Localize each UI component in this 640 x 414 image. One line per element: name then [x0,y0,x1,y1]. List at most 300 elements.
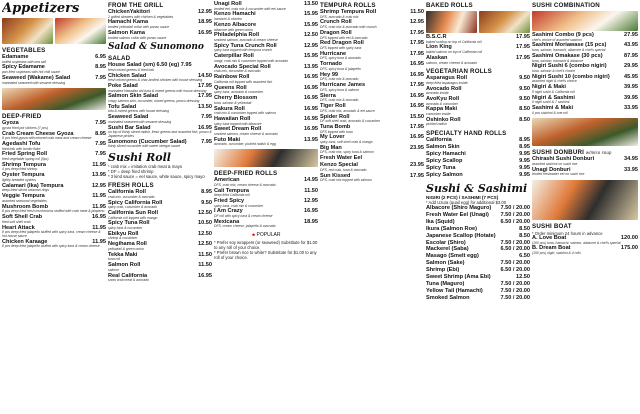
legend-note: * crab mix = imitation crab meat & mayo * DF = deep fried shrimp * 3 kind sauce = eel sauce, white sauce, spicy mayo [108,163,205,180]
menu-item [426,97,530,106]
menu-item-price: 7.50 / 20.00 [500,260,530,267]
menu-item-description: 8 pcs deep fried jalapeño stuffed with spicy tuna & cream cheese [2,244,100,249]
menu-item-price: 16.95 [92,214,106,221]
menu-item-price: 15.50 [410,113,424,120]
menu-item-price: 23.95 [410,162,424,169]
section-title-appetizers: Appetizers [2,1,80,16]
menu-item-price: 12.95 [410,19,424,26]
menu-item-name: Spicy Scallop [426,157,463,164]
menu-item-description: snow crab meat & avocado [108,278,149,283]
menu-item-description: unagi, crab mix & cucumber topped with avocado [214,58,289,63]
menu-item [320,135,424,144]
menu-item [108,115,212,124]
menu-item [426,234,530,240]
menu-item-description: fresh mixed greens & char-broiled chicken with house dressing [108,78,203,83]
menu-item [532,157,638,166]
menu-item-price: 11.95 [92,161,106,168]
food-photo [532,118,638,146]
menu-item [320,156,424,162]
menu-item-description: smoked salmon, cream cheese & avocado [214,132,278,137]
menu-item-description: DF roll with spicy tuna & cream cheese [214,214,273,218]
menu-item-price: 15.95 [304,11,318,18]
menu-item [214,199,318,208]
menu-item [2,226,106,239]
menu-item-description: DFS, cream cheese, jalapeño & avocado [214,224,276,229]
menu-item [214,189,318,198]
menu-item [426,145,530,151]
menu-item-price: 16.95 [304,105,318,112]
menu-item [426,289,530,295]
menu-item [532,64,638,73]
menu-item-name: Chicken Salad [108,72,147,79]
menu-item-description: deep fried asparagus inside [426,80,468,85]
menu-item-description: spicy tuna topped with tempura crunch [214,48,273,53]
menu-item-price: 7.95 [95,140,106,147]
menu-item-description: broiled yellowtail collar with ponzu sauce [108,25,170,30]
menu-item-price: 12.95 [304,42,318,49]
section-heading: SUSHI BOAT [532,222,572,230]
menu-item-description: DFS, red crab, tuna & avocado [320,167,367,172]
menu-item-description: California roll topped with mango [108,215,158,220]
menu-item [2,215,106,224]
menu-item-name: Fresh Water Eel [320,155,363,162]
menu-item-name: Avocado Special Roll [214,63,271,70]
menu-item-description: lightly breaded oysters [2,177,36,182]
menu-item-description: broiled salmon collar with ponzu sauce [108,35,167,40]
menu-item [426,247,530,253]
section-heading: DEEP-FRIED [2,113,42,121]
menu-item [108,190,212,199]
menu-item-description: 8 pcs deep fried fresh mushrooms stuffed with crab meat & jalapeno [2,209,105,214]
menu-item-price: 12.50 [198,209,212,216]
menu-item [2,163,106,172]
menu-item-price: 175.00 [620,245,638,252]
menu-item [214,12,318,21]
menu-item-name: Kenzo Special [320,162,358,169]
column-baked-veg-sushi [426,0,530,414]
menu-item-description: albacore with green onion [214,27,253,32]
menu-item-price: 8.50 [519,116,530,123]
menu-item-price: 16.95 [304,84,318,91]
menu-item-description: DFS, spicy tuna & avocado [320,56,361,61]
menu-item-name: Gyoza [2,120,19,127]
menu-item-description: broiled freshwater eel on sushi rice [532,172,585,177]
menu-item-price: 6.95 [95,54,106,60]
menu-item [320,73,424,82]
menu-item-description: marinated Hawaiian ahi tuna & mixed greens with house dressing [108,88,207,93]
column-appetizers [2,0,106,414]
menu-item-price: 16.95 [304,115,318,122]
menu-item-description: crab mix & cucumber topped with salmon [214,111,276,116]
menu-item-price: 29.95 [624,63,638,70]
menu-item-description: broiled eel, crab mix & cucumber with eel sauce [214,6,286,11]
menu-item-name: Queens Roll [214,84,247,91]
menu-item [532,43,638,52]
menu-item-name: Calamari (Ika) Tempura [2,182,64,189]
menu-item-description: deep fried California roll [214,193,250,198]
menu-item-price: 17.95 [198,82,212,89]
menu-item-price: 16.95 [304,126,318,133]
menu-item-name: Kenzo Albacore [214,21,257,28]
menu-item-description: crab mix, cucumber & avocado [108,194,155,199]
menu-item-price: 12.50 [304,32,318,39]
photo-strip [2,88,106,110]
menu-item-price: 16.95 [410,92,424,99]
menu-item-price: 16.95 [304,208,318,215]
menu-item-name: Sushi Bar Salad [108,124,151,131]
menu-item [108,242,212,251]
menu-item [532,236,638,245]
menu-item [320,104,424,113]
menu-item-price: 11.50 [304,187,318,194]
menu-item-description: baked salmon on top of California roll [426,50,482,55]
menu-item-name: Philadelphia Roll [214,32,260,39]
menu-item-price: 16.95 [304,74,318,81]
menu-item [214,107,318,116]
menu-item-price: 7.50 / 20.00 [500,281,530,288]
column-grill-salad-rolls [108,0,212,414]
menu-item-price: 17.95 [410,29,424,36]
menu-item [426,159,530,165]
menu-item-name: Spicy Tuna [426,164,456,171]
menu-item [214,209,318,218]
menu-item-price: 87.95 [624,52,638,59]
menu-item [320,94,424,103]
menu-item-price: 11.95 [92,224,106,231]
menu-item-name: Agedashi Tofu [2,140,41,147]
menu-item-name: Salmon Skin [426,144,460,151]
menu-item [108,10,212,19]
menu-item-name: Yellow Tail (Hamachi) [426,288,483,295]
menu-item-description: DF soft shell crab, avocado & cucumber [320,119,381,124]
menu-item-name: ChickenYakitori [108,9,150,15]
menu-item-description: tuna, salmon & yellowtail [214,100,252,105]
menu-item-description: crab mix, cucumber & avocado [214,69,261,74]
menu-item-price: 11.50 [410,9,424,15]
star-icon [252,233,256,237]
menu-item-description: assorted nigiri & chef's choice [532,79,577,84]
menu-item [214,86,318,95]
menu-item-description: avocado & cucumber [426,101,458,106]
menu-item-description: 4 pcs deep fried shrimp [2,167,38,172]
menu-item-description: marinated seaweed with sesame dressing [108,119,172,124]
menu-item [426,261,530,267]
menu-item-price: 11.95 [92,193,106,200]
menu-item-name: Sweet Shrimp (Ama Ebi) [426,274,491,281]
menu-item-price: 13.50 [198,103,212,110]
menu-item-description: hamachi & cilantro [214,17,242,22]
menu-item [108,84,212,93]
menu-item [214,117,318,126]
menu-item [426,268,530,274]
menu-item-name: Cherry Blossom [214,95,258,102]
menu-item-description: avocado, cucumber, pickled radish & egg [214,142,276,147]
menu-item-price: 27.95 [624,32,638,38]
menu-item [426,254,530,260]
menu-item-description: pan fried soybeans with hot chili sauce [2,70,61,75]
menu-item [426,76,530,85]
menu-item-name: Salmon (Sake) [426,260,465,267]
menu-item [320,115,424,124]
section-heading: SPECIALTY HAND ROLLS [426,130,507,138]
menu-item-description: spicy tuna, crab mix & cucumber [214,203,263,208]
menu-item [108,221,212,230]
menu-item-description: (100 pcs) tuna, hamachi, salmon, albacore & chef's special [532,240,621,245]
menu-item-price: 33.95 [624,105,638,112]
menu-item-price: 8.95 [201,189,212,196]
menu-item [214,44,318,53]
menu-item [108,263,212,272]
menu-item-price: 9.95 [519,157,530,164]
menu-item-description: DFS topped with tuna [320,129,353,134]
menu-item [2,184,106,193]
menu-item-name: Rainbow Roll [214,74,250,81]
photo-strip [426,11,530,33]
menu-item-name: Caterpillar Roll [214,53,254,60]
menu-item-name: Oyster Tempura [2,172,45,179]
menu-item [108,94,212,103]
menu-item-name: Tofu Salad [108,103,137,110]
menu-item [532,246,638,255]
menu-item-name: Red Dragon Roll [320,40,364,47]
menu-item-price: 8.95 [519,137,530,144]
boat-note: * Order minimum 24 hours in advance [532,230,603,236]
menu-item [2,194,106,203]
menu-item-name: Asparagus Roll [426,75,468,82]
food-photo [55,18,106,44]
menu-item [426,35,530,44]
menu-item [214,75,318,84]
section-heading: FRESH ROLLS [108,182,154,190]
menu-item-price: 17.95 [198,93,212,100]
menu-item-name: Albacore (Shiro Maguro) [426,204,492,211]
menu-item [214,33,318,42]
menu-item-price: 13.95 [304,136,318,143]
menu-item-description: crispy salmon skin, cucumber, mixed greens, ponzu dressing [108,99,200,104]
menu-item-name: Tiger Roll [320,103,346,110]
menu-item-description: DFS, crab mix & avocado [320,98,359,103]
menu-item-description: marinated seaweed with sesame dressing [2,80,66,85]
menu-item-price: 9.50 [201,199,212,206]
menu-item-name: Real California [108,272,148,279]
menu-item-description: California roll topped with assorted fish [214,79,273,84]
menu-item-price: 6.50 / 20.00 [500,218,530,225]
menu-item-name: California Sun Roll [108,209,159,216]
photo-strip [532,180,638,220]
menu-item-name: Nigiri Sushi 6 (combo nigiri) [532,63,607,70]
menu-item [108,211,212,220]
menu-item-name: Unagi Donburi [532,166,571,173]
menu-item-name: Seaweed Salad [108,114,149,121]
menu-item-price: 17.95 [410,123,424,130]
menu-item [108,201,212,210]
menu-item-name: Sashimi Omakase (30 pcs) [532,52,603,59]
menu-item-name: I Am Crazy [214,208,243,215]
menu-item [320,62,424,71]
menu-item [214,65,318,74]
menu-item-name: Sunomono (Cucumber Salad) [108,138,187,145]
menu-item-price: 16.95 [410,71,424,78]
menu-item [426,56,530,65]
menu-item [426,107,530,116]
menu-item-description: cucumber inside [426,112,451,117]
menu-item-name: Sashimi Moriawase (15 pcs) [532,42,607,49]
menu-item-price: 11.95 [92,238,106,245]
menu-item-description: fresh mixed greens & fried tofu [108,67,155,72]
menu-item-description: 8 pcs deep fried jalapeño stuffed with spicy tuna, cream cheese & hot house sauce [2,230,101,238]
menu-item-price: 12.95 [92,182,106,189]
menu-item-description: yellowtail & green onion [108,246,144,251]
menu-item [426,227,530,233]
menu-item-description: 2 grilled skewers with chicken & vegetables [108,14,174,19]
menu-item-name: Lion King [426,44,452,51]
popular-legend: POPULAR [214,232,318,238]
menu-item-price: 45.95 [624,73,638,80]
menu-item [532,33,638,42]
menu-item-name: B.S.C.R [426,34,447,40]
menu-item-name: Tuna Bomb [320,123,351,130]
menu-item-price: 7.50 / 20.00 [500,288,530,295]
menu-item [426,282,530,288]
menu-item-name: B. Dream Boat [532,245,571,252]
menu-item [2,76,106,85]
menu-item-name: Shrimp Tempura Roll [320,9,377,15]
menu-item-name: Heart Attack [2,224,35,231]
menu-item-price: 8.95 [95,64,106,71]
column-rolls [214,0,318,414]
menu-item-price: 8.50 [519,232,530,239]
menu-item-description: assorted sashimi on sushi rice [532,161,578,166]
menu-item-name: Ika (Squid) [426,218,455,225]
menu-item-description: tuna roll [108,257,121,262]
menu-item-name: Negihama Roll [108,241,147,248]
food-photo [532,11,638,31]
menu-item-price: 7.50 / 20.00 [500,211,530,218]
menu-item-price: 7.95 [201,138,212,145]
menu-item-price: 7.95 [95,74,106,81]
menu-item-name: Fresh Water Eel (Unagi) [426,211,489,218]
menu-item-name: Fried Spicy [214,197,245,204]
menu-item [426,220,530,226]
menu-item [426,213,530,219]
menu-item-description: avocado inside [426,91,449,96]
menu-item [214,138,318,147]
menu-item-description: DFS topped with eel & avocado [320,35,368,40]
menu-item-description: gyoza fried pot stickers (7 pcs) [2,125,48,130]
menu-item-name: Kappa Maki [426,106,458,113]
menu-item-price: 43.95 [624,42,638,49]
photo-strip [532,11,638,31]
menu-item-price: 8.50 [519,106,530,113]
menu-item-price: 17.95 [410,40,424,47]
menu-item-description: salmon, cream cheese & avocado [426,60,478,65]
menu-item-name: Salmon Kama [108,29,145,36]
menu-item [320,174,424,183]
menu-item-description: tofu & mixed greens with house dressing [108,109,170,114]
menu-item-price: 16.95 [198,124,212,131]
menu-item [108,105,212,114]
menu-item-price: 8.50 [519,225,530,232]
section-heading: BAKED ROLLS [426,2,473,9]
menu-item-price: 8.95 [95,130,106,137]
menu-item [426,296,530,302]
menu-item [532,106,638,115]
menu-item-description: spicy crab, cucumber & avocado [108,205,157,210]
menu-item [320,146,424,155]
menu-item [2,205,106,214]
menu-item [2,65,106,74]
menu-item-price: 17.95 [516,44,530,51]
menu-item-name: Spicy California Roll [108,199,163,206]
menu-item-description: on top of thinly sliced radish, fresh greens and assorted fish, ponzu & Japanese pickles [108,130,212,138]
menu-item-description: fried tofu with bonito flake [2,146,41,151]
menu-item-description: assorted seasonal vegetables [2,198,47,203]
menu-item [2,142,106,151]
menu-item [426,45,530,54]
menu-item [214,220,318,229]
food-photo [532,180,638,220]
menu-item-price: 33.95 [624,166,638,173]
menu-item [426,173,530,179]
menu-item-name: Hawaiian Roll [214,115,251,122]
menu-item-price: 14.50 [198,72,212,79]
food-photo [479,11,530,33]
menu-item [108,31,212,40]
menu-item-description: 5 nigiri sushi & California roll [532,89,575,94]
menu-item [108,63,212,72]
menu-item-price: 9.50 [519,75,530,82]
section-heading: SUSHI DONBURI w/miso soup [532,149,612,157]
section-heading: SUSHI COMBINATION [532,2,600,9]
menu-item-description: spicy tuna & cucumber [108,226,143,230]
menu-item-price: 16.95 [410,134,424,141]
menu-item [214,127,318,136]
menu-item-description: baked scallop on top of California roll [426,39,482,44]
menu-item [2,152,106,161]
menu-item-price: 23.95 [410,144,424,151]
photo-strip [532,118,638,146]
menu-item-description: 6 pcs sashimi & one roll [532,110,568,115]
menu-item-price: 7.50 / 20.00 [500,295,530,302]
menu-item-name: Ebikyu Roll [108,230,139,237]
menu-item-name: Futo Maki [214,136,241,143]
menu-item-name: Hurricane James [320,82,366,89]
menu-item-name: Fried Spring Roll [2,151,48,158]
menu-item [426,206,530,212]
menu-item [426,152,530,158]
menu-item-price: 7.95 [201,114,212,121]
menu-item-price: 16.95 [198,29,212,36]
menu-item-description: (150 pcs) nigiri, sashimi & 4 rolls [532,251,581,256]
menu-item-price: 16.95 [410,61,424,68]
menu-item-name: Sierra [320,92,336,99]
menu-item-name: Seaweed (Wakame) Salad [2,74,71,81]
photo-strip [214,149,318,167]
menu-item [320,163,424,172]
menu-item-name: House Salad (sm) 6.50 (eg) 7.95 [108,62,192,69]
menu-item [2,55,106,64]
quail-egg-note: * Add Uzura (quail egg) for additional $3.00 [426,199,507,205]
menu-item-name: Poke Salad [108,82,138,89]
menu-item-name: Nigiri & Maki [532,84,566,91]
menu-item-name: California [426,137,452,144]
menu-item-price: 6.50 [519,253,530,260]
menu-item-price: 16.95 [410,103,424,110]
menu-item [2,240,106,249]
menu-item-name: Mackerel (Saba) [426,246,469,253]
menu-item-name: Chicken Karaage [2,238,48,245]
menu-item-price: 120.00 [620,234,638,241]
